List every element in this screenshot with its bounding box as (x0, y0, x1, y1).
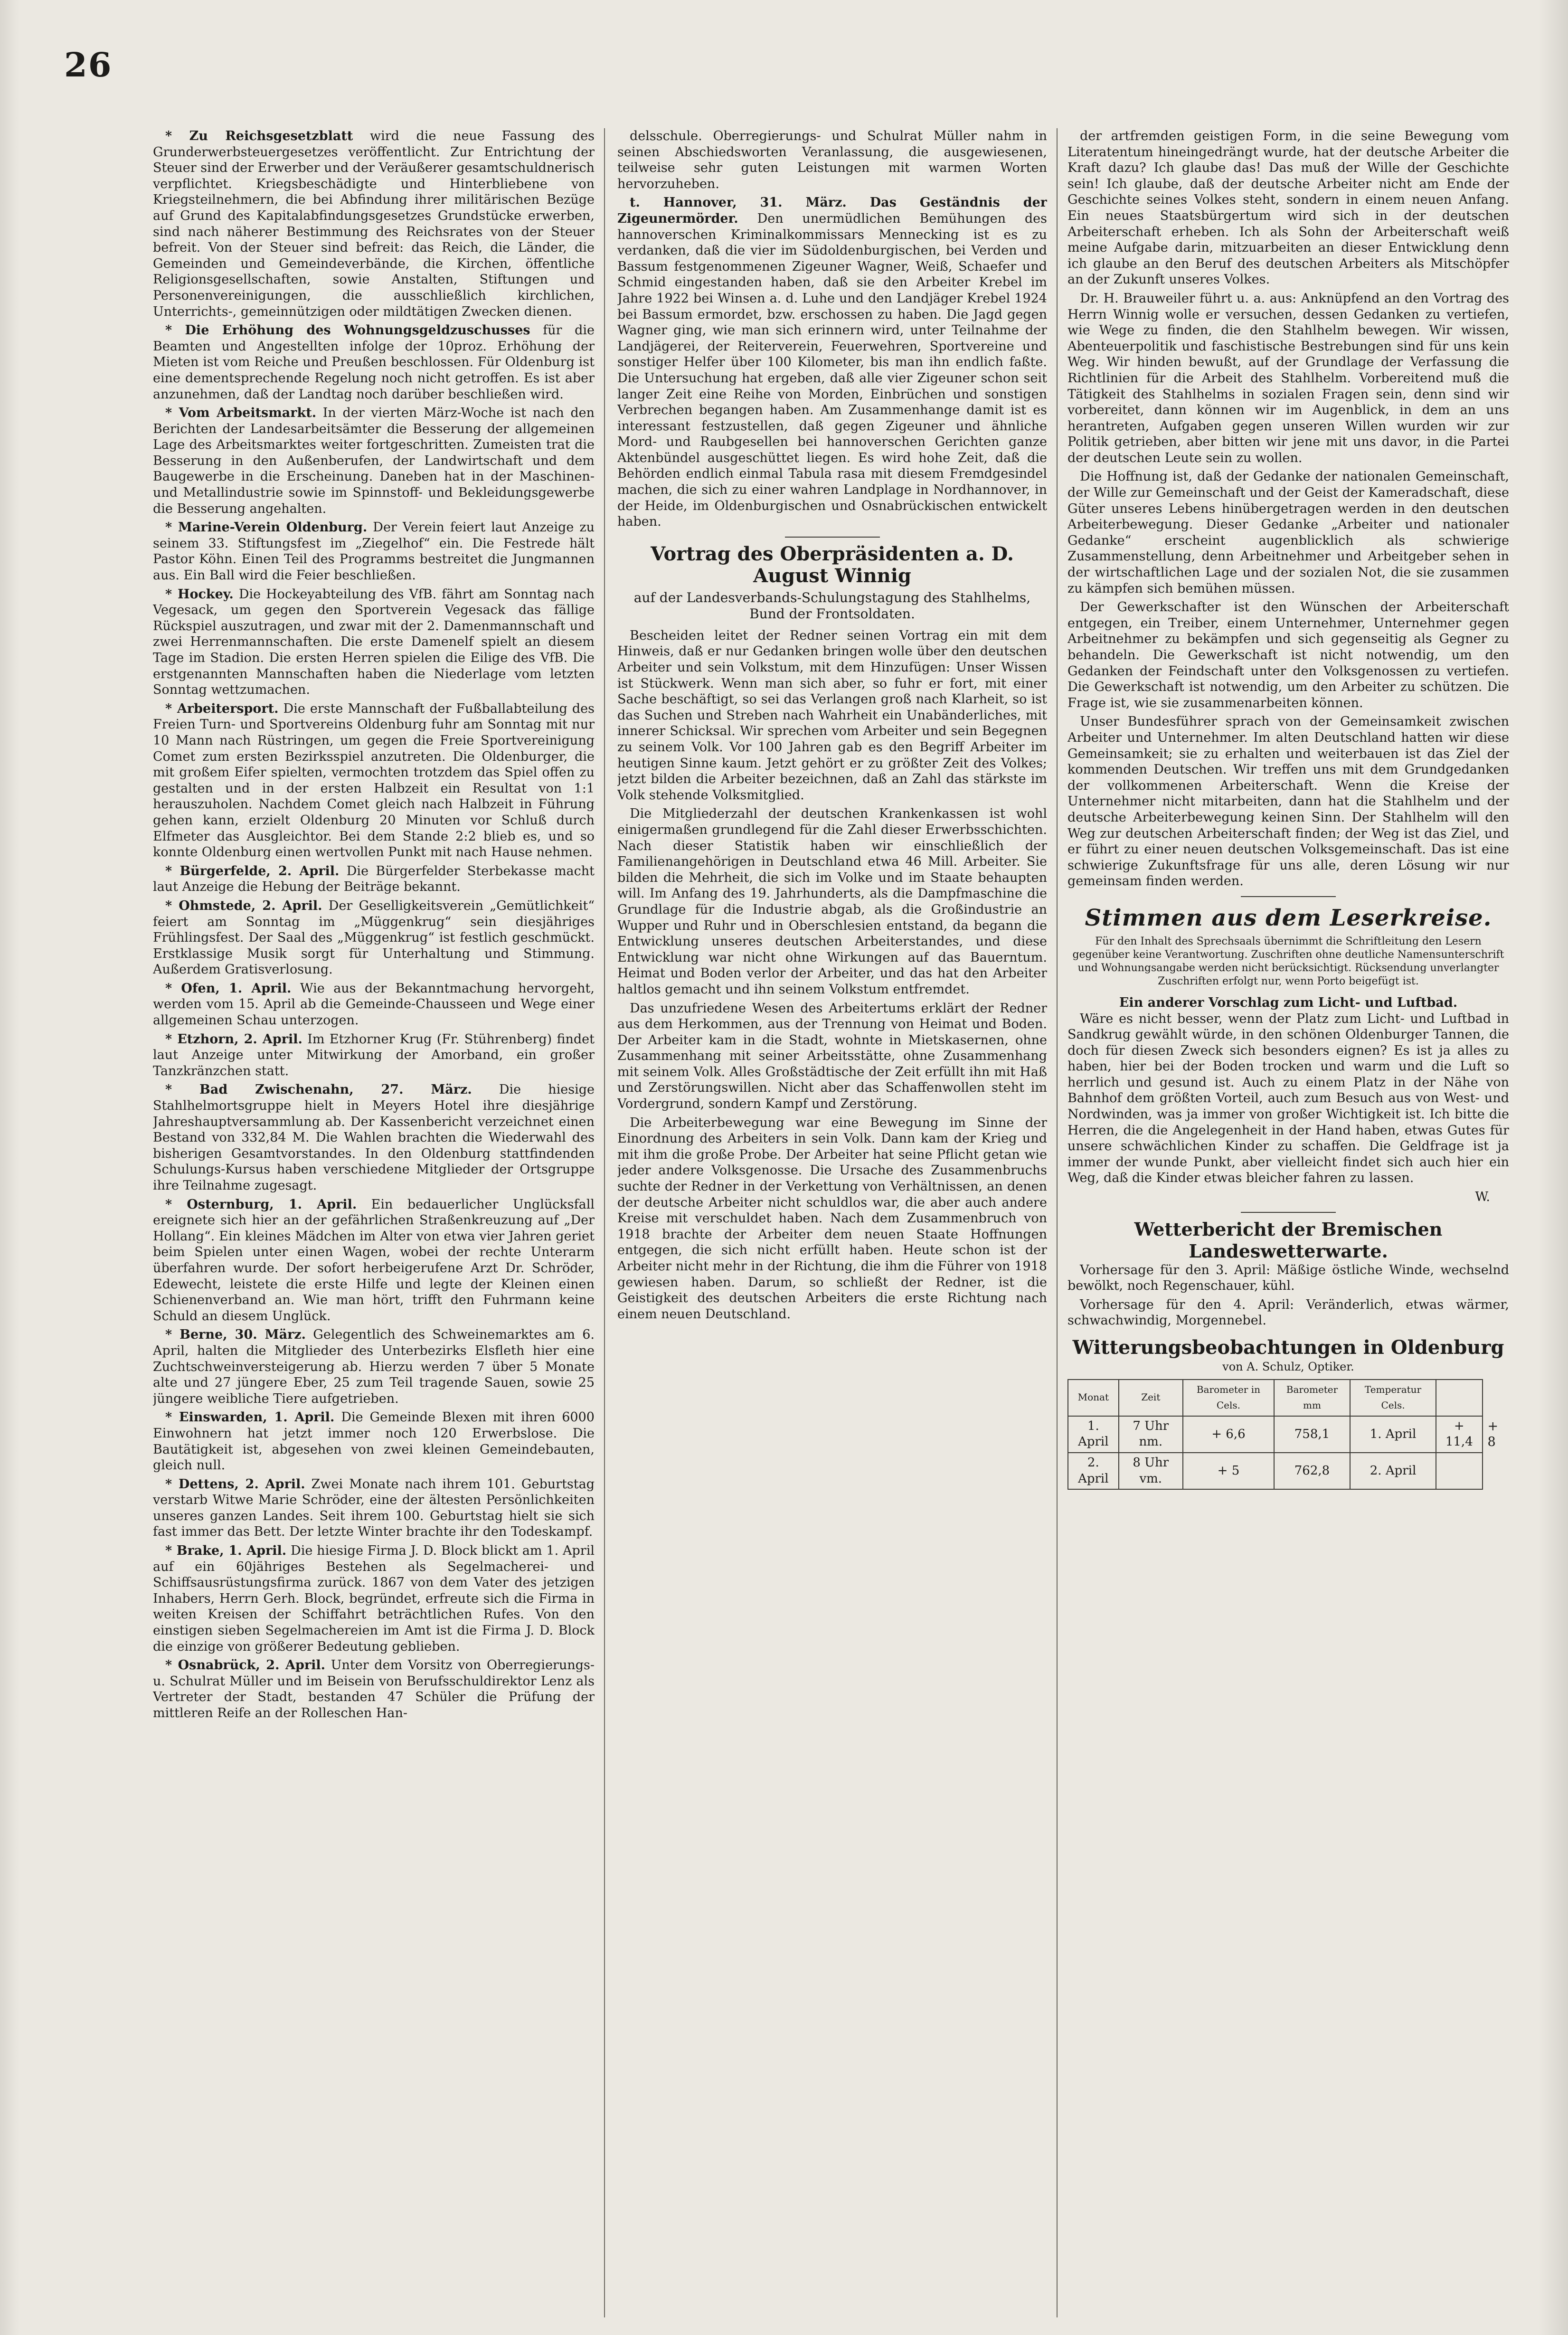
leserkreis-title: Stimmen aus dem Leserkreise. (1085, 904, 1492, 931)
news-item-text: Im Etzhorner Krug (Fr. Stührenberg) findet laut Anzeige unter Mitwirkung der Amorband, ein großer Tanzkränzchen statt. (153, 1031, 595, 1078)
weather-title: Wetterbericht der Bremischen Landeswetterwarte. (1134, 1218, 1443, 1262)
lecture-paragraph: Das unzufriedene Wesen des Arbeitertums erklärt der Redner aus dem Herkommen, aus der Trennung von Heimat und Boden. Der Arbeiter kam in die Stadt, wohnte in Mietskasernen, ohne Zusammenhang mit seiner Arbeitsstätte, ohne Zusammenhang mit seinem Volk. Alles Großstädtische der Zeit erfüllt ihn mit Haß und Zerstörungswillen. Nicht aber das Schaffenwollen steht im Vordergrund, sondern Kampf und Zerstörung. (617, 1001, 1047, 1112)
table-cell: 1. April (1068, 1416, 1119, 1453)
lecture-paragraph: Bescheiden leitet der Redner seinen Vortrag ein mit dem Hinweis, daß er nur Gedanken bringen wolle über den deutschen Arbeiter und sein Volkstum, mit dem Hinzufügen: Unser Wissen ist Stückwerk. Wenn man sich aber, so fuhr er fort, mit einer Sache beschäftigt, so sei das Verlangen groß nach Klarheit, so ist das Suchen und Streben nach Wahrheit ein Unabänderliches, mit innerer Schicksal. Wir sprechen vom Arbeiter und sein Begegnen zu seinem Volk. Vor 100 Jahren gab es den Begriff Arbeiter im heutigen Sinne kaum. Jetzt gehört er zu größter Zeit des Volkes; jetzt bilden die Arbeiter bezeichnen, daß an Zahl das stärkste im Volk stehende Volksmitglied. (617, 628, 1047, 803)
news-item (153, 1476, 595, 1540)
table-cell: + 5 (1183, 1453, 1274, 1489)
table-header-cell (1436, 1380, 1482, 1416)
table-cell: 2. April (1350, 1453, 1436, 1489)
table-cell: 762,8 (1274, 1453, 1350, 1489)
news-item-text: Wie aus der Bekanntmachung hervorgeht, werden vom 15. April ab die Gemeinde-Chausseen und Wege einer allgemeinen Schau unterzogen. (153, 981, 595, 1028)
divider (1241, 1212, 1336, 1213)
table-cell: 7 Uhr nm. (1119, 1416, 1183, 1453)
hannover-article (617, 195, 1047, 529)
divider (1241, 896, 1336, 897)
table-cell: 758,1 (1274, 1416, 1350, 1453)
table-header-cell: Monat (1068, 1380, 1119, 1416)
news-item-lead: * Vom Arbeitsmarkt. (165, 406, 317, 421)
news-item (153, 981, 595, 1029)
lecture-subtitle: auf der Landesverbands-Schulungstagung des Stahlhelms, Bund der Frontsoldaten. (633, 589, 1031, 622)
observations-block (1067, 1379, 1509, 1490)
news-item-lead: * Bürgerfelde, 2. April. (165, 863, 340, 879)
news-item-lead: * Berne, 30. März. (165, 1327, 306, 1342)
news-item-lead: * Zu Reichsgesetzblatt (165, 129, 353, 143)
lecture-paragraph: Die Mitgliederzahl der deutschen Krankenkassen ist wohl einigermaßen grundlegend für die Zahl dieser Erwerbsschichten. Nach dieser Statistik haben wir einschließlich der Familienangehörigen in Deutschland etwa 46 Mill. Arbeiter. Sie bilden die Mehrheit, die sich im Volke und im Staate behaupten will. Im Anfang des 19. Jahrhunderts, als die Dampfmaschine die Grundlage für die Industrie abgab, als die Großindustrie an Wupper und Ruhr und in Oberschlesien entstand, da begann die Entwicklung unseres deutschen Arbeiterstandes, und diese Entwicklung war nicht ohne Wirkungen auf das Bauerntum. Heimat und Boden verlor der Arbeiter, und das hat den Arbeiter haltlos gemacht und ihn seinem Volkstum entfremdet. (617, 806, 1047, 997)
table-header-cell: Temperatur Cels. (1350, 1380, 1436, 1416)
forecast-2: Vorhersage für den 4. April: Veränderlich, etwas wärmer, schwachwindig, Morgennebel. (1067, 1297, 1509, 1328)
news-item (153, 128, 595, 320)
news-item-lead: * Dettens, 2. April. (165, 1476, 305, 1492)
news-item-text: Die erste Mannschaft der Fußballabteilung des Freien Turn- und Sportvereins Oldenburg fuhr am Sonntag mit nur 10 Mann nach Rüstringen, um gegen die Freie Sportvereinigung Comet zum ersten Bezirksspiel anzutreten. Die Oldenburger, die mit großem Eifer spielten, vermochten trotzdem das Spiel offen zu gestalten und in der ersten Halbzeit ein Resultat von 1:1 herauszuholen. Nachdem Comet gleich nach Halbzeit in Führung gehen kann, erzielt Oldenburg 20 Minuten vor Schluß durch Elfmeter das Ausgleichtor. Bei dem Stande 2:2 blieb es, und so konnte Oldenburg einen wertvollen Punkt mit nach Hause nehmen. (153, 701, 595, 860)
news-item (153, 1031, 595, 1079)
news-item-text: Die hiesige Stahlhelmortsgruppe hielt in Meyers Hotel ihre diesjährige Jahreshauptversammlung ab. Der Kassenbericht verzeichnet einen Bestand von 332,84 M. Die Wahlen brachten die Wiederwahl des bisherigen Gesamtvorstandes. In den Oldenburg stattfindenden Schulungs-Kursus haben verschiedene Mitglieder der Ortsgruppe ihre Teilnahme zugesagt. (153, 1082, 595, 1193)
news-item (153, 701, 595, 860)
news-item (153, 1327, 595, 1407)
lecture-title: Vortrag des Oberpräsidenten a. D. August Winnig (651, 542, 1014, 587)
lecture-paragraph: Unser Bundesführer sprach von der Gemeinsamkeit zwischen Arbeiter und Unternehmer. Im alten Deutschland hatten wir diese Gemeinsamkeit; sie zu erhalten und weiterbauen ist das Ziel der kommenden Deutschen. Wir treffen uns mit dem Grundgedanken der vollkommenen Arbeiterschaft. Wenn die Kreise der Unternehmer nicht mitarbeiten, dann hat die Stahlhelm und der deutsche Arbeiterbewegung keinen Sinn. Der Stahlhelm will den Weg zur deutschen Arbeiterschaft finden; der Weg ist das Ziel, und er führt zu einer neuen deutschen Volksgemeinschaft. Das ist eine schwierige Zukunftsfrage für uns alle, deren Lösung wir nur gemeinsam finden werden. (1067, 714, 1509, 889)
news-item (153, 1543, 595, 1654)
news-item-text: Die Hockeyabteilung des VfB. fährt am Sonntag nach Vegesack, um gegen den Sportverein Vegesack das fällige Rückspiel auszutragen, und zwar mit der 2. Damenmannschaft und zwei Herrenmannschaften. Die erste Damenelf spielt an diesem Tage im Stadion. Die ersten Herren spielen die Eilige des VfB. Die erstgenannten Mannschaften haben die Niederlage vom letzten Sonntag wettzumachen. (153, 586, 595, 698)
news-item-text: In der vierten März-Woche ist nach den Berichten der Landesarbeitsämter die Besserung der allgemeinen Lage des Arbeitsmarktes weiter fortgeschritten. Zumeisten trat die Besserung in den Außenberufen, der Landwirtschaft und dem Baugewerbe in die Erscheinung. Daneben hat in der Maschinen- und Metallindustrie sowie im Spinnstoff- und Bekleidungsgewerbe die Besserung angehalten. (153, 406, 595, 516)
column-local-news (153, 128, 595, 2316)
news-item (153, 586, 595, 698)
observations-title: Witterungsbeobachtungen in Oldenburg (1072, 1336, 1504, 1359)
column-right (1067, 128, 1509, 2316)
table-row (1068, 1416, 1483, 1453)
column-center (617, 128, 1047, 2316)
observations-table (1067, 1379, 1483, 1490)
hannover-text: Den unermüdlichen Bemühungen des hannoverschen Kriminalkommissars Mennecking ist es zu verdanken, daß die vier im Südoldenburgischen, bei Verden und Bassum festgenommenen Zigeuner Wagner, Weiß, Schaefer und Schmid eingestanden haben, daß sie den Arbeiter Krebel im Jahre 1922 bei Winsen a. d. Luhe und den Landjäger Krebel 1924 bei Bassum ermordet, bzw. erschossen zu haben. Die Jagd gegen Wagner ging, wie man sich erinnern wird, unter Teilnahme der Landjägerei, der Reiterverein, Feuerwehren, Sportvereine und sonstiger Helfer über 100 Kilometer, bis man ihn endlich faßte. Die Untersuchung hat ergeben, daß alle vier Zigeuner schon seit langer Zeit eine Reihe von Morden, Einbrüchen und sonstigen Verbrechen begangen haben. Am Zusammenhange damit ist es interessant festzustellen, daß gegen Zigeuner und ähnliche Mord- und Raubgesellen bei hannoverschen Gerichten ganze Aktenbündel ausgeschüttet liegen. Es wird hohe Zeit, daß die Behörden endlich einmal Tabula rasa mit diesem Fremdgesindel machen, die sich zu einer wahren Landplage in Nordhannover, in der Heide, im Oldenburgischen und Osnabrückischen entwickelt haben. (617, 211, 1047, 529)
table-cell: 2. April (1068, 1453, 1119, 1489)
table-cell (1436, 1453, 1482, 1489)
news-item (153, 1409, 595, 1473)
table-row (1068, 1453, 1483, 1489)
table-header-cell: Barometer mm (1274, 1380, 1350, 1416)
news-item-text: Gelegentlich des Schweinemarktes am 6. April, halten die Mitglieder des Unterbezirks Elsfleth hier eine Zuchtschweinversteigerung ab. Hierzu werden 7 über 5 Monate alte und 27 jüngere Eber, 25 zum Teil tragende Sauen, sowie 25 jüngere weibliche Tiere aufgetrieben. (153, 1327, 595, 1406)
news-item-text: Der Geselligkeitsverein „Gemütlichkeit“ feiert am Sonntag im „Müggenkrug“ sein diesjähriges Frühlingsfest. Der Saal des „Müggenkrug“ ist festlich geschmückt. Erstklassige Musik sorgt für Unterhaltung und Stimmung. Außerdem Gratisverlosung. (153, 898, 595, 977)
lecture-continuation (1067, 128, 1509, 889)
news-item-lead: * Arbeitersport. (165, 701, 279, 716)
news-item-lead: * Osnabrück, 2. April. (165, 1658, 325, 1673)
news-item-text: für die Beamten und Angestellten infolge der 10proz. Erhöhung der Mieten ist vom Reiche und Preußen beschlossen. Für Oldenburg ist eine dementsprechende Regelung noch nicht getroffen. Es ist aber anzunehmen, daß der Landtag noch darüber beschließen wird. (153, 323, 595, 402)
news-item (153, 1082, 595, 1193)
table-cell: 1. April (1350, 1416, 1436, 1453)
news-item (153, 863, 595, 895)
column-rule (1057, 128, 1058, 2317)
observations-subtitle: von A. Schulz, Optiker. (1222, 1360, 1354, 1373)
hannover-lead: t. Hannover, 31. März. Das Geständnis der Zigeunermörder. (617, 195, 1047, 226)
forecast-1: Vorhersage für den 3. April: Mäßige östliche Winde, wechselnd bewölkt, noch Regenschauer, kühl. (1067, 1262, 1509, 1294)
news-item (153, 405, 595, 517)
news-item-text: Zwei Monate nach ihrem 101. Geburtstag verstarb Witwe Marie Schröder, eine der ältesten Persönlichkeiten unseres ganzen Landes. Seit ihrem 100. Geburtstag hielt sie sich fast immer das Bett. Der letzte Winter brachte ihr den Todeskampf. (153, 1476, 595, 1540)
news-item (153, 322, 595, 402)
news-item-lead: * Marine-Verein Oldenburg. (165, 520, 368, 535)
news-item-text: Unter dem Vorsitz von Oberregierungs- u. Schulrat Müller und im Beisein von Berufsschuldirektor Lenz als Vertreter der Stadt, bestanden 47 Schüler die Prüfung der mittleren Reife an der Rolleschen Han- (153, 1658, 595, 1721)
news-item-text: Der Verein feiert laut Anzeige zu seinem 33. Stiftungsfest im „Ziegelhof“ ein. Die Festrede hält Pastor Köhn. Einen Teil des Programms bestreitet die Jungmannen aus. Ein Ball wird die Feier beschließen. (153, 520, 595, 583)
news-item-lead: * Osternburg, 1. April. (165, 1197, 357, 1212)
lecture-paragraph: Die Arbeiterbewegung war eine Bewegung im Sinne der Einordnung des Arbeiters in sein Volk. Dann kam der Krieg und mit ihm die große Probe. Der Arbeiter hat seine Pflicht getan wie jeder andere Volksgenosse. Die Ursache des Zusammenbruchs suchte der Redner in der Verkettung von Verhältnissen, an denen der deutsche Arbeiter nicht schuldlos war, die aber auch andere Kreise mit verschuldet haben. Nach dem Zusammenbruch von 1918 brachte der Arbeiter dem neuen Staate Hoffnungen entgegen, die sich nicht erfüllt haben. Heute schon ist der Arbeiter nicht mehr in der Richtung, die ihm die Führer von 1918 gewiesen haben. Darum, so schließt der Redner, ist die Geistigkeit des deutschen Arbeiters die erste Richtung nach einem neuen Deutschland. (617, 1115, 1047, 1322)
column-rule (604, 128, 605, 2317)
lecture-paragraph: der artfremden geistigen Form, in die seine Bewegung vom Literatentum hineingedrängt wurde, hat der deutsche Arbeiter die Kraft dazu? Ich glaube das! Das muß der Wille der Geschichte sein! Ich glaube, daß der deutsche Arbeiter nicht am Ende der Geschichte seines Volkes steht, sondern in einem neuen Anfang. Ein neues Staatsbürgertum wird sich in der deutschen Arbeiterschaft erheben. Ich als Sohn der Arbeiterschaft weiß meine Aufgabe darin, mitzuarbeiten an dieser Entwicklung denn ich glaube an den Beruf des deutschen Arbeiters als Mitschöpfer an der Zukunft unseres Volkes. (1067, 129, 1509, 287)
table-header-cell: Zeit (1119, 1380, 1183, 1416)
news-item-lead: * Ohmstede, 2. April. (165, 898, 322, 913)
news-item-lead: * Bad Zwischenahn, 27. März. (165, 1082, 472, 1097)
table-cell: 8 Uhr vm. (1119, 1453, 1183, 1489)
news-item-text: wird die neue Fassung des Grunderwerbsteuergesetzes veröffentlicht. Zur Entrichtung der Steuer sind der Erwerber und der Veräußerer gesamtschuldnerisch verpflichtet. Kriegsbeschädigte und Hinterbliebene von Kriegsteilnehmern, die bei Abfindung ihrer militärischen Bezüge auf Grund des Kapitalabfindungsgesetzes Grundstücke erwerben, sind nach näherer Bestimmung des Reichsrates von der Steuer befreit. Von der Steuer sind befreit: das Reich, die Länder, die Gemeinden und Gemeindeverbände, die Kirchen, öffentliche Religionsgesellschaften, sowie Anstalten, Stiftungen und Personenvereinigungen, die ausschließlich kirchlichen, Unterrichts-, gemeinnützigen oder mildtätigen Zwecken dienen. (153, 129, 595, 319)
news-item (153, 898, 595, 978)
letter-body: Wäre es nicht besser, wenn der Platz zum Licht- und Luftbad in Sandkrug gewählt würde, in den schönen Oldenburger Tannen, die doch für diesen Zweck sich besonders eignen? Es ist ja alles zu haben, hier bei der Boden trocken und warm und die Luft so herrlich und gesund ist. Auch zu einem Platz in der Nähe von Bahnhof dem größten Vorteil, auch zum Besuch aus von West- und Nordwinden, was ja immer von großer Wichtigkeit ist. Ich bitte die Herren, die die Angelegenheit in der Hand haben, etwas Gutes für unsere schwächlichen Kinder zu schaffen. Die Geldfrage ist ja immer der wunde Punkt, aber vielleicht findet sich auch hier ein Weg, daß die Kinder etwas bleicher fahren zu lassen. (1067, 1011, 1509, 1186)
table-header-cell: Barometer in Cels. (1183, 1380, 1274, 1416)
news-item-lead: * Ofen, 1. April. (165, 981, 292, 996)
page-number: 26 (64, 45, 113, 85)
news-item-lead: * Die Erhöhung des Wohnungsgeldzuschusses (165, 323, 530, 338)
leserkreis-note: Für den Inhalt des Sprechsaals übernimmt die Schriftleitung den Lesern gegenüber keine Verantwortung. Zuschriften ohne deutliche Namensunterschrift und Wohnungsangabe werden nicht berücksichtigt. Rücksendung unverlangter Zuschriften erfolgt nur, wenn Porto beigefügt ist. (1072, 935, 1504, 987)
news-item-text: Die Gemeinde Blexen mit ihren 6000 Einwohnern hat jetzt immer noch 120 Erwerbslose. Die Bautätigkeit ist, abgesehen von zwei kleinen Gemeindebauten, gleich null. (153, 1410, 595, 1473)
letter-signature: W. (1475, 1190, 1490, 1205)
intro-paragraph: delsschule. Oberregierungs- und Schulrat Müller nahm in seinen Abschiedsworten Veranlassung, die ausgewiesenen, teilweise sehr guten Leistungen mit warmen Worten hervorzuheben. (617, 129, 1047, 191)
table-cell: + 6,6 (1183, 1416, 1274, 1453)
news-item-text: Die Bürgerfelder Sterbekasse macht laut Anzeige die Hebung der Beiträge bekannt. (153, 863, 595, 895)
news-item-text: Die hiesige Firma J. D. Block blickt am 1. April auf ein 60jähriges Bestehen als Segelmacherei- und Schiffsausrüstungsfirma zurück. 1867 von dem Vater des jetzigen Inhabers, Herrn Gerh. Block, begründet, erfreute sich die Firma in weiten Kreisen der Schiffahrt beträchtlichen Rufes. Von den einstigen sieben Segelmachereien im Amt ist die Firma J. D. Block die einzige von größerer Bedeutung geblieben. (153, 1543, 595, 1654)
news-item (153, 1197, 595, 1324)
news-item (153, 1657, 595, 1721)
lecture-paragraph: Dr. H. Brauweiler führt u. a. aus: Anknüpfend an den Vortrag des Herrn Winnig wolle er versuchen, dessen Gedanken zu vertiefen, wie Wege zu finden, die den Stahlhelm bewegen. Wir wissen, Abenteuerpolitik und faschistische Bestrebungen sind für uns kein Weg. Wir hinden bewußt, auf der Grundlage der Verfassung die Richtlinien für die Arbeit des Stahlhelm. Vorbereitend muß die Tätigkeit des Stahlhelms in sozialen Fragen sein, denn sind wir vorbereitet, dann können wir im Augenblick, in dem an uns herantreten, Aufgaben gegen unseren Willen wurden wir zur Politik getrieben, aber bitten wir jene mit uns davor, in die Partei der deutschen Leute sein zu wollen. (1067, 291, 1509, 465)
lecture-paragraph: Der Gewerkschafter ist den Wünschen der Arbeiterschaft entgegen, ein Treiber, einem Unternehmer, Unternehmer gegen Arbeitnehmer zu bekämpfen und sich gegenseitig als Gegner zu behandeln. Die Gewerkschaft ist nicht notwendig, um den Gedanken der Feindschaft unter den Volksgenossen zu vertiefen. Die Gewerkschaft ist notwendig, um den Arbeiter zu schützen. Die Frage ist, wie sie zusammenarbeiten können. (1067, 600, 1509, 710)
lecture-body (617, 628, 1047, 1323)
news-item-lead: * Brake, 1. April. (165, 1543, 287, 1559)
news-item-lead: * Hockey. (165, 586, 234, 602)
news-item-text: Ein bedauerlicher Unglücksfall ereignete sich hier an der gefährlichen Straßenkreuzung auf „Der Hollang“. Ein kleines Mädchen im Alter von etwa vier Jahren geriet beim Spielen unter einen Wagen, wobei der rechte Unterarm überfahren wurde. Der sofort herbeigerufene Arzt Dr. Schröder, Edewecht, leistete die erste Hilfe und legte der Kleinen einen Schienenverband an. Wie man hört, trifft den Fuhrmann keine Schuld an diesem Unglück. (153, 1197, 595, 1323)
divider (785, 537, 880, 538)
news-item-lead: * Einswarden, 1. April. (165, 1410, 335, 1425)
news-item-lead: * Etzhorn, 2. April. (165, 1031, 302, 1047)
news-item (153, 520, 595, 583)
table-cell: + 11,4 (1436, 1416, 1482, 1453)
observations-extra: + 8 (1487, 1418, 1499, 1450)
lecture-paragraph: Die Hoffnung ist, daß der Gedanke der nationalen Gemeinschaft, der Wille zur Gemeinschaft und der Geist der Kameradschaft, diese Güter unseres Lebens hinübergetragen werden in den deutschen Arbeiterbewegung. Dieser Gedanke „Arbeiter und nationaler Gedanke“ erscheint augenblicklich als schwierige Zusammenstellung, denn Arbeitnehmer und Arbeitgeber sehen in der wirtschaftlichen Lage und der sozialen Not, die sie zusammen zu kämpfen sich bemühen müssen. (1067, 469, 1509, 596)
letter-title: Ein anderer Vorschlag zum Licht- und Luftbad. (1119, 995, 1458, 1010)
